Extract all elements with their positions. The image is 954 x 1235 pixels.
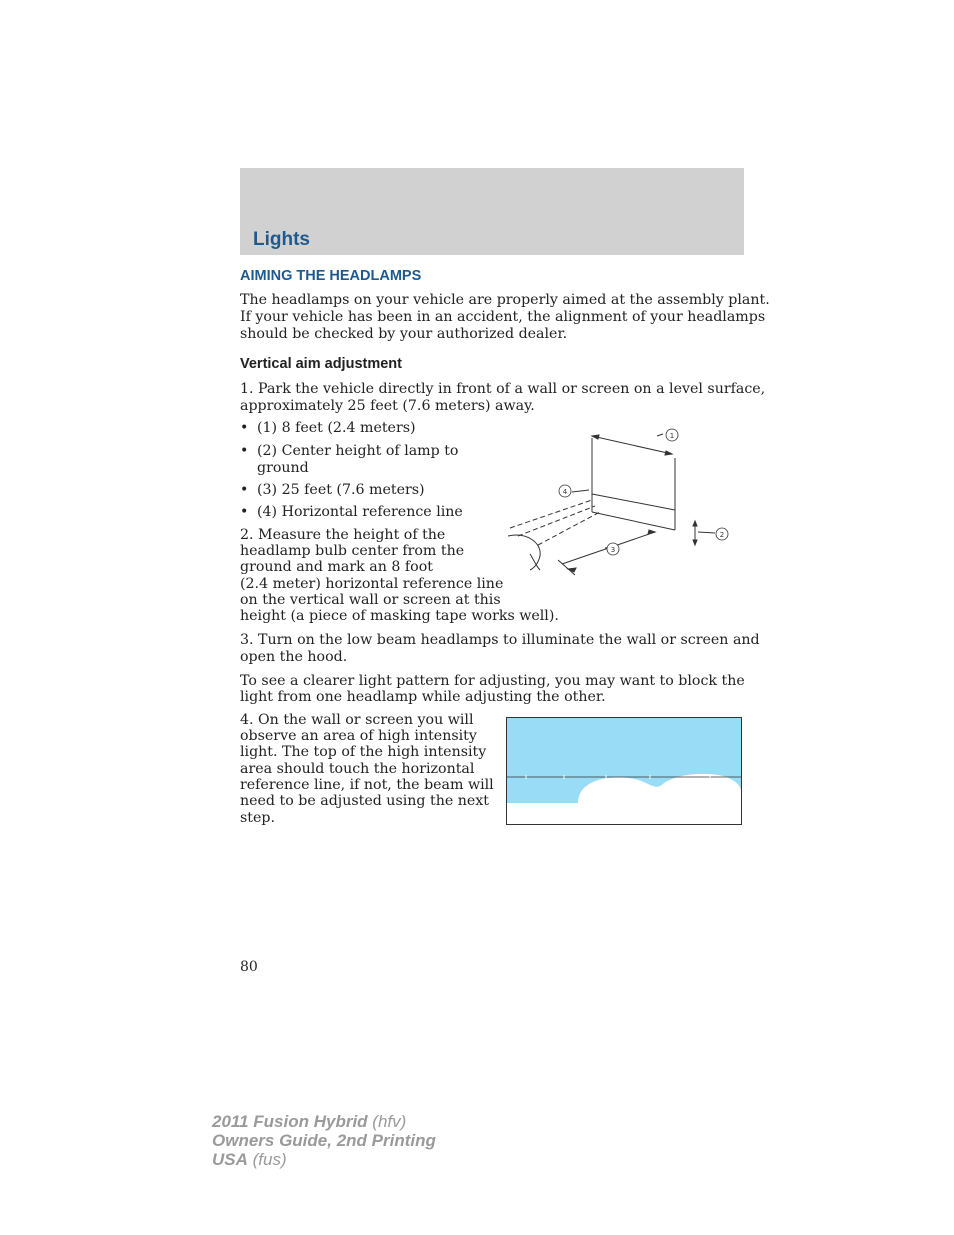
- light-pattern-illustration: [506, 717, 742, 825]
- step-4-line: step.: [240, 810, 275, 826]
- tip-line: To see a clearer light pattern for adjusting, you may want to block the: [240, 673, 745, 689]
- bullet-item: • (3) 25 feet (7.6 meters): [240, 482, 480, 499]
- step-4-line: light. The top of the high intensity: [240, 744, 487, 760]
- bullet-item: • (1) 8 feet (2.4 meters): [240, 420, 480, 437]
- intro-line: should be checked by your authorized dealer.: [240, 326, 568, 342]
- callout-4: 4: [562, 488, 568, 496]
- bullet-item: • (2) Center height of lamp to ground: [240, 443, 480, 476]
- bullet-item: • (4) Horizontal reference line: [240, 504, 480, 521]
- callout-2: 2: [719, 531, 725, 539]
- dimension-line-8ft: [592, 436, 672, 454]
- footer-model: 2011 Fusion Hybrid: [212, 1112, 368, 1131]
- step-4-line: 4. On the wall or screen you will: [240, 712, 474, 728]
- footer-market: USA: [212, 1150, 248, 1169]
- step-1-line: 1. Park the vehicle directly in front of a wall or screen on a level surface,: [240, 381, 766, 397]
- step-3-line: 3. Turn on the low beam headlamps to illuminate the wall or screen and: [240, 632, 760, 648]
- section-title: Lights: [253, 229, 310, 250]
- section-header-bar: [240, 168, 744, 255]
- step-2-line: ground and mark an 8 foot: [240, 559, 433, 575]
- footer-document-id: [212, 1112, 436, 1169]
- step-4-line: observe an area of high intensity: [240, 728, 477, 744]
- page-number: 80: [240, 959, 258, 975]
- subheading: Vertical aim adjustment: [240, 356, 402, 372]
- wall-base-line: [592, 512, 675, 530]
- step-2-line: on the vertical wall or screen at this: [240, 592, 501, 608]
- page-heading: AIMING THE HEADLAMPS: [240, 268, 422, 284]
- step-4-line: need to be adjusted using the next: [240, 793, 489, 809]
- headlamp-aiming-diagram: [500, 420, 745, 580]
- step-4-line: area should touch the horizontal: [240, 761, 475, 777]
- callout-3: 3: [610, 546, 616, 554]
- tip-line: light from one headlamp while adjusting the other.: [240, 689, 606, 705]
- bullet-text: (2) Center height of lamp to: [257, 443, 459, 459]
- step-4-line: reference line, if not, the beam will: [240, 777, 494, 793]
- step-2-line: height (a piece of masking tape works well).: [240, 608, 559, 624]
- footer-market-code: (fus): [247, 1150, 287, 1169]
- intro-line: If your vehicle has been in an accident, the alignment of your headlamps: [240, 309, 766, 325]
- step-3-line: open the hood.: [240, 649, 348, 665]
- step-2-line: 2. Measure the height of the: [240, 527, 446, 543]
- step-1-line: approximately 25 feet (7.6 meters) away.: [240, 398, 535, 414]
- horizontal-reference-line: [592, 494, 675, 510]
- callout-1: 1: [669, 432, 675, 440]
- footer-guide: Owners Guide, 2nd Printing: [212, 1131, 436, 1150]
- bullet-text: ground: [257, 459, 309, 476]
- intro-line: The headlamps on your vehicle are properly aimed at the assembly plant.: [240, 292, 770, 308]
- step-2-line: (2.4 meter) horizontal reference line: [240, 576, 504, 592]
- bullet-text: (3) 25 feet (7.6 meters): [257, 482, 425, 498]
- step-2-line: headlamp bulb center from the: [240, 543, 465, 559]
- footer-model-code: (hfv): [367, 1112, 407, 1131]
- bullet-text: (1) 8 feet (2.4 meters): [257, 420, 416, 436]
- bullet-text: (4) Horizontal reference line: [257, 504, 463, 520]
